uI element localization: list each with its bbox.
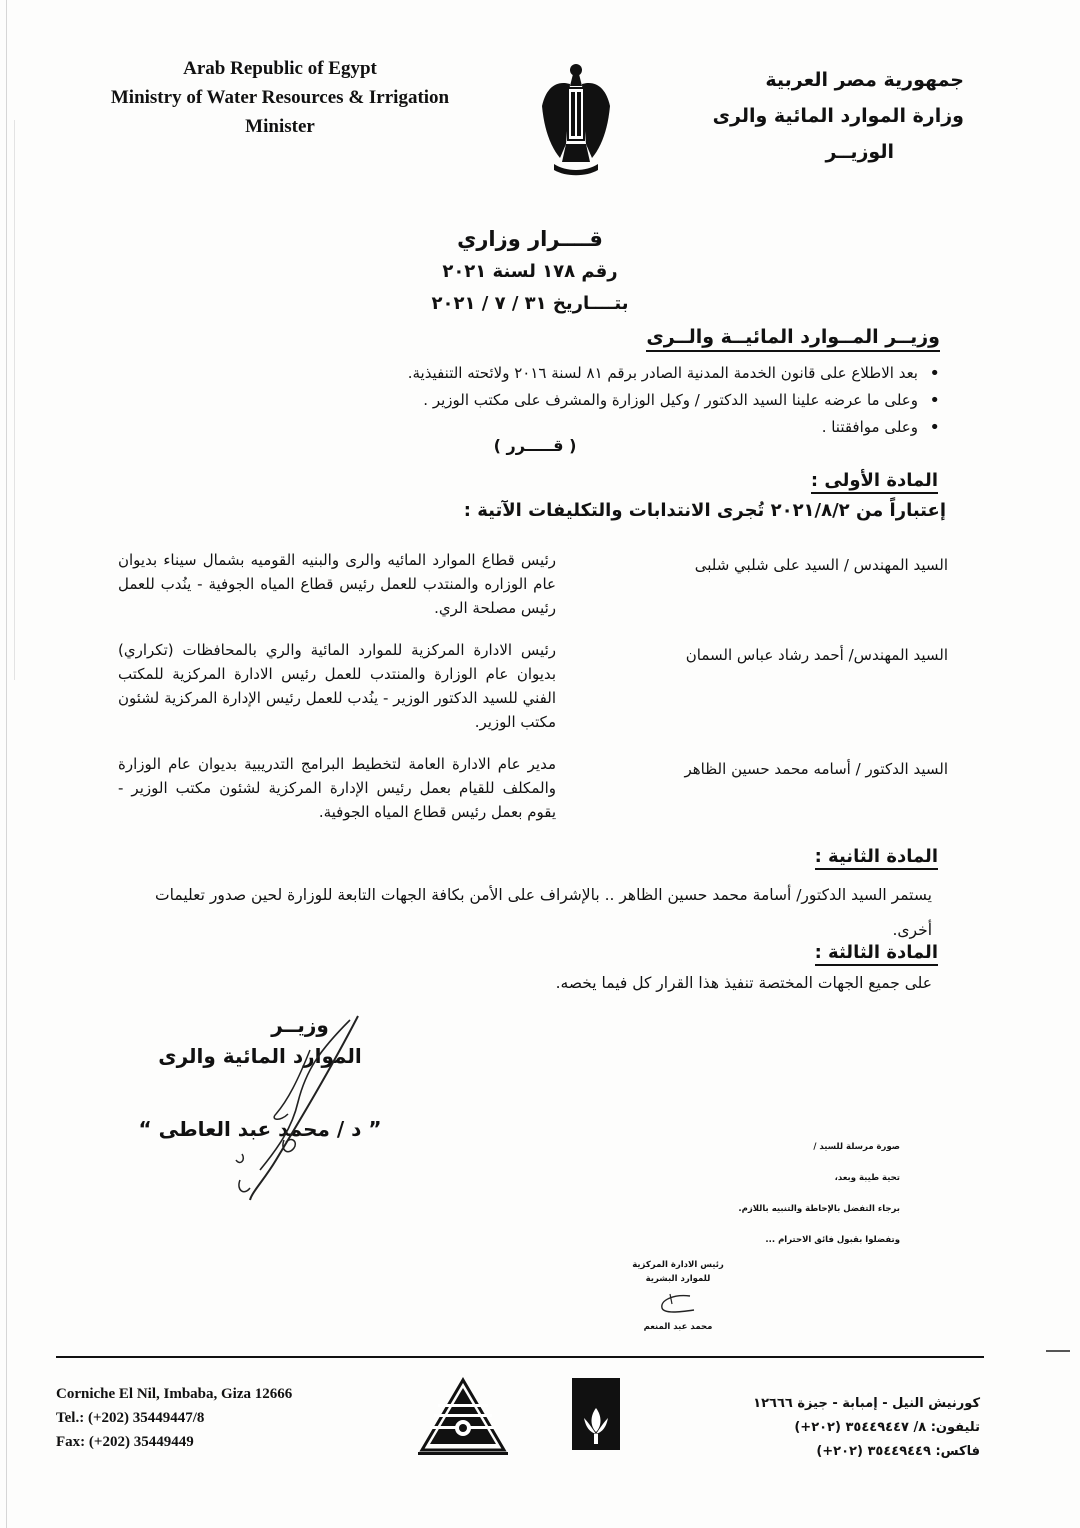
hr-stamp-name: محمد عبد المنعم xyxy=(643,1322,713,1332)
decision-label: ( قـــــرر ) xyxy=(493,436,577,455)
assignment-2-desc: رئيس الادارة المركزية للموارد المائية والري بالمحافظات (تكراري) بديوان عام الوزارة والمنتدب للعمل رئيس الادارة المركزية للمكتب الفني للسيد الدكتور الوزير - ينُدب للعمل رئيس الإدارة المركزية لشئون مكتب الوزير. xyxy=(118,641,556,731)
header-ar-line-2: وزارة الموارد المائية والرى xyxy=(712,105,964,127)
handwritten-signature-icon xyxy=(180,1010,390,1210)
copy-note-line-3: برجاء التفضل بالإحاطة والتنبيه باللازم. xyxy=(738,1204,900,1214)
header-arabic xyxy=(704,62,964,170)
preamble-bullet-2: • وعلى ما عرضه علينا السيد الدكتور / وكيل الوزارة والمشرف على مكتب الوزير . xyxy=(320,387,940,414)
minister-heading: وزيــر المــوارد المائيــة والــرى xyxy=(646,326,940,352)
signature-name: ” د / محمد عبد العاطى “ xyxy=(138,1117,382,1141)
copy-note-line-2: تحية طيبة وبعد، xyxy=(834,1173,900,1183)
copy-note-line-4: وتفضلوا بقبول فائق الاحترام ... xyxy=(765,1235,900,1245)
footer-divider xyxy=(56,1356,984,1358)
decree-title-block xyxy=(380,222,680,320)
assignment-1-desc: رئيس قطاع الموارد المائيه والرى والبنيه القوميه بشمال سيناء بديوان عام الوزاره والمنتدب للعمل رئيس قطاع المياه الجوفية - ينُدب للعمل رئيس مصلحة الري. xyxy=(118,551,556,617)
article-3-heading: المادة الثالثة : xyxy=(815,942,938,966)
article-1-heading: المادة الأولى : xyxy=(811,470,938,494)
edge-mark xyxy=(1046,1350,1070,1352)
header-ar-line-1: جمهورية مصر العربية xyxy=(765,69,964,91)
decree-date: بتــــاريخ ٣١ / ٧ / ٢٠٢١ xyxy=(431,293,629,314)
header-english xyxy=(90,54,470,141)
article-3-text: على جميع الجهات المختصة تنفيذ هذا القرار كل فيما يخصه. xyxy=(555,974,932,992)
assignment-3-desc: مدير عام الادارة العامة لتخطيط البرامج التدريبية بديوان عام الوزارة والمكلف للقيام بعمل رئيس الإدارة المركزية لشئون مكتب الوزير - يقوم بعمل رئيس قطاع المياه الجوفية. xyxy=(118,755,556,821)
initials-scribble-icon xyxy=(650,1290,710,1320)
header-en-line-2: Ministry of Water Resources & Irrigation xyxy=(110,87,450,108)
header-en-line-1: Arab Republic of Egypt xyxy=(183,58,377,79)
hr-stamp-title-2: للموارد البشرية xyxy=(645,1274,711,1284)
article-2-heading: المادة الثانية : xyxy=(815,846,938,870)
signature-title-1: وزيــر xyxy=(271,1013,329,1037)
footer-ar-address: كورنيش النيل - إمبابة - جيزة ١٢٦٦٦ xyxy=(753,1396,980,1411)
scan-edge-line-2 xyxy=(14,120,15,680)
signature-title-2: الموارد المائية والرى xyxy=(158,1044,362,1068)
article-2-text: يستمر السيد الدكتور/ أسامة محمد حسين الظاهر .. بالإشراف على الأمن بكافة الجهات التابعة للوزارة لحين صدور تعليمات أخرى. xyxy=(155,886,932,939)
preamble-bullets xyxy=(320,360,940,441)
eagle-emblem-icon xyxy=(540,58,612,178)
copy-note-line-1: صورة مرسلة للسيد / xyxy=(813,1142,900,1152)
lotus-logo-icon xyxy=(572,1378,620,1450)
footer-address: Corniche El Nil, Imbaba, Giza 12666 xyxy=(56,1386,293,1402)
footer-english xyxy=(56,1382,292,1454)
assignment-2-name: السيد المهندس/ أحمد رشاد عباس السمان xyxy=(685,646,948,664)
article-1-intro: إعتباراً من ٢٠٢١/٨/٢ تُجرى الانتدابات والتكليفات الآتية : xyxy=(463,500,946,521)
footer-ar-fax: فاكس: ٣٥٤٤٩٤٤٩ (٢٠٢+) xyxy=(816,1444,980,1459)
assignment-1-name: السيد المهندس / السيد على شلبي شلبى xyxy=(694,556,948,574)
preamble-bullet-1: • بعد الاطلاع على قانون الخدمة المدنية الصادر برقم ٨١ لسنة ٢٠١٦ ولائحته التنفيذية. xyxy=(320,360,940,387)
decree-title: قــــرار وزاري xyxy=(457,227,603,251)
decree-number: رقم ١٧٨ لسنة ٢٠٢١ xyxy=(442,261,618,282)
footer-arabic xyxy=(753,1392,980,1464)
copy-note xyxy=(730,1132,900,1256)
footer-tel: Tel.: (+202) 35449447/8 xyxy=(56,1410,205,1426)
scan-edge-line xyxy=(6,0,7,1528)
footer-ar-tel: تليفون: ٨/ ٣٥٤٤٩٤٤٧ (٢٠٢+) xyxy=(794,1420,980,1435)
assignment-3-name: السيد الدكتور / أسامه محمد حسين الظاهر xyxy=(684,760,948,778)
preamble-bullet-3: • وعلى موافقتنا . xyxy=(320,414,940,441)
footer-fax: Fax: (+202) 35449449 xyxy=(56,1434,194,1450)
pyramid-logo-icon xyxy=(418,1376,508,1456)
header-en-line-3: Minister xyxy=(245,116,315,137)
hr-stamp-title-1: رئيس الادارة المركزية xyxy=(632,1260,724,1270)
header-ar-line-3: الوزيــر xyxy=(825,141,894,163)
